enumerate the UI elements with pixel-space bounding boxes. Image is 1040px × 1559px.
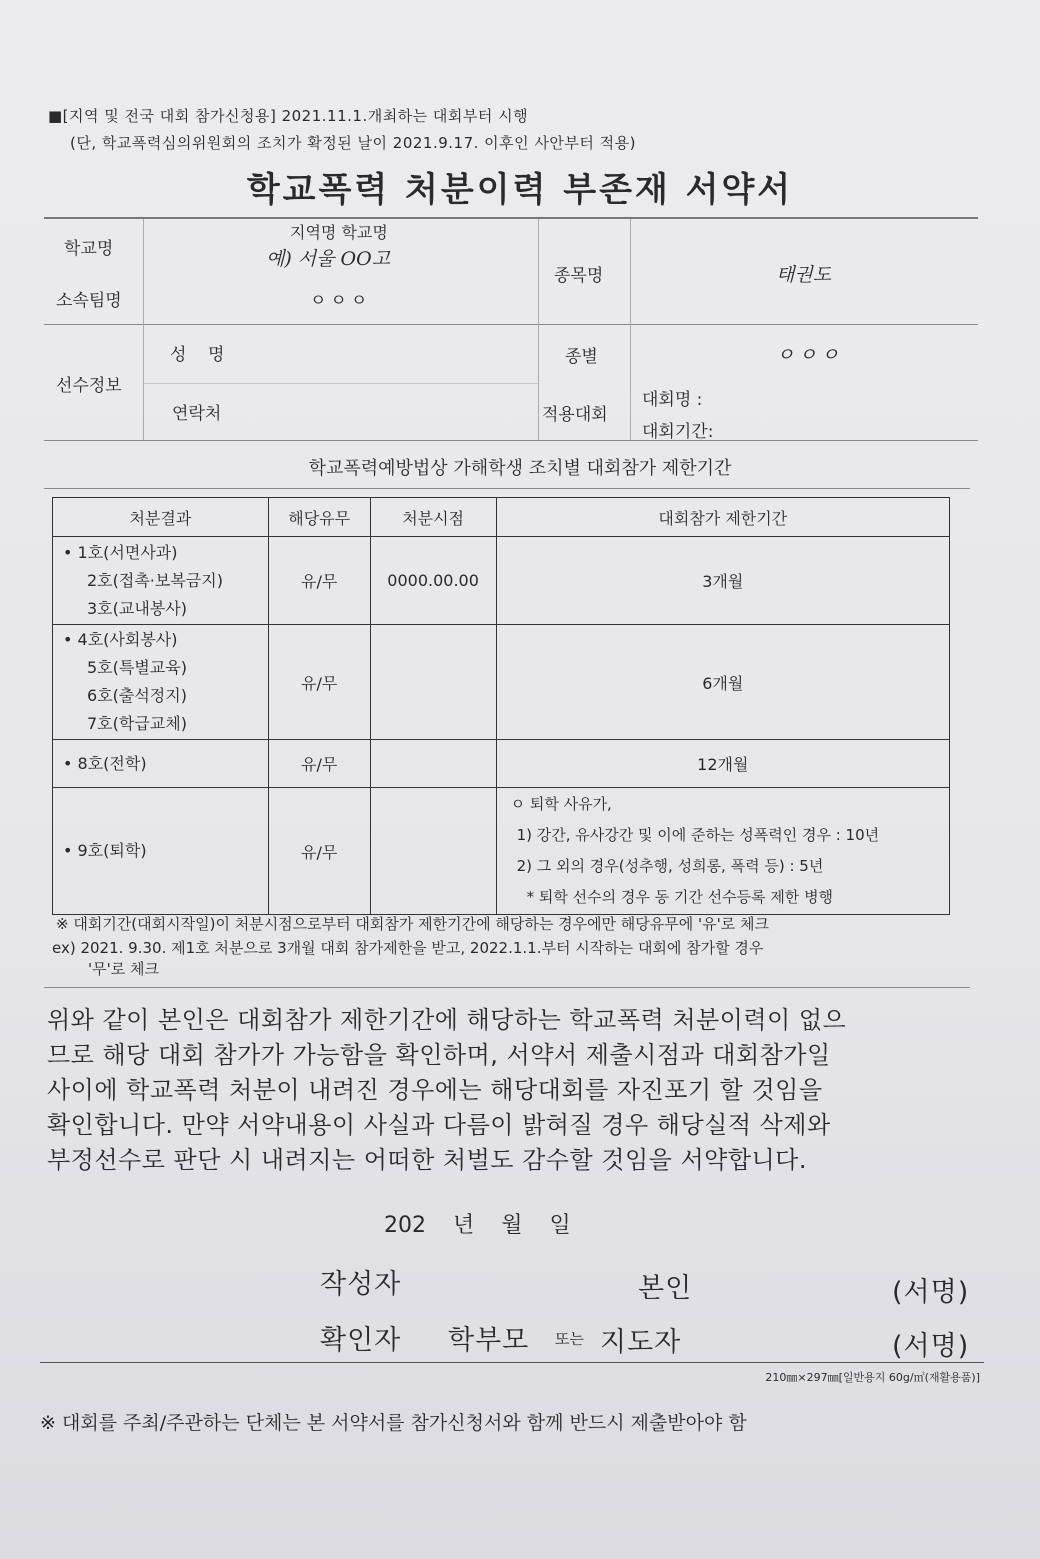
disposition-item: • 9호(퇴학)	[63, 841, 147, 860]
confirmer-sign-field: (서명)	[892, 1331, 970, 1362]
declaration-line: 사이에 학교폭력 처분이 내려진 경우에는 해당대회를 자진포기 할 것임을	[47, 1076, 823, 1104]
disposition-item: 5호(특별교육)	[87, 658, 187, 677]
info-vdiv-1	[143, 219, 144, 440]
bottom-rule	[40, 1362, 984, 1363]
notice-line-2: (단, 학교폭력심의위원회의 조치가 확정된 날이 2021.9.17. 이후인 사안부터 적용)	[70, 134, 636, 152]
period-line: * 퇴학 선수의 경우 동 기간 선수등록 제한 병행	[526, 888, 834, 906]
col-header: 대회참가 제한기간	[496, 498, 949, 537]
note-line-3: '무'로 체크	[88, 960, 159, 978]
notice-line-1: ■[지역 및 전국 대회 참가신청용] 2021.11.1.개최하는 대회부터 시행	[48, 107, 529, 125]
event-label: 적용대회	[542, 405, 608, 425]
table-header-row	[53, 498, 950, 537]
declaration-line: 확인합니다. 만약 서약내용이 사실과 다름이 밝혀질 경우 해당실적 삭제와	[47, 1111, 831, 1139]
confirmer-label: 확인자	[320, 1325, 402, 1356]
declaration-date: 202 년 월 일	[384, 1213, 571, 1238]
contact-label: 연락처	[172, 404, 222, 424]
disposition-cell	[53, 625, 269, 740]
note-line-1: ※ 대회기간(대회시작일)이 처분시점으로부터 대회참가 제한기간에 해당하는 경우에만 해당유무에 '유'로 체크	[56, 915, 769, 933]
team-value: ㅇㅇㅇ	[310, 291, 372, 311]
notes-bottom-rule	[44, 987, 970, 988]
paper-spec: 210㎜×297㎜[일반용지 60g/㎡(재활용품)]	[765, 1371, 980, 1384]
info-rule-2	[44, 324, 978, 325]
page-title: 학교폭력 처분이력 부존재 서약서	[246, 170, 794, 210]
date-cell: 0000.00.00	[370, 537, 496, 625]
date-cell	[370, 788, 496, 915]
declaration-line: 위와 같이 본인은 대회참가 제한기간에 해당하는 학교폭력 처분이력이 없으	[47, 1006, 847, 1034]
applicable-cell: 유/무	[268, 788, 370, 915]
gender-label: 종별	[565, 347, 598, 367]
disposition-item: 6호(출석정지)	[87, 686, 187, 705]
expulsion-period-cell	[496, 788, 949, 915]
name-label: 성 명	[170, 345, 225, 365]
disposition-item: • 1호(서면사과)	[63, 542, 178, 562]
confirmer-parent: 학부모	[448, 1325, 530, 1356]
col-header: 처분시점	[370, 498, 496, 537]
info-vdiv-2	[538, 219, 539, 440]
declaration-text	[47, 1003, 967, 1178]
limits-section-title: 학교폭력예방법상 가해학생 조치별 대회참가 제한기간	[308, 458, 732, 479]
table-row	[53, 625, 950, 740]
sport-value: 태권도	[776, 264, 832, 286]
applicable-cell: 유/무	[268, 625, 370, 740]
period-line: ㅇ 퇴학 사유가,	[510, 795, 612, 813]
col-header: 처분결과	[53, 498, 269, 537]
table-row	[53, 537, 950, 625]
school-sublabel: 지역명 학교명	[290, 223, 388, 242]
declaration-line: 부정선수로 판단 시 내려지는 어떠한 처벌도 감수할 것임을 서약합니다.	[47, 1146, 807, 1174]
disposition-cell	[53, 537, 269, 625]
info-top-rule	[44, 217, 978, 219]
period-line: 1) 강간, 유사강간 및 이에 준하는 성폭력인 경우 : 10년	[516, 826, 880, 844]
period-line: 2) 그 외의 경우(성추행, 성희롱, 폭력 등) : 5년	[516, 857, 824, 875]
event-period-label: 대회기간:	[642, 422, 714, 442]
applicable-cell: 유/무	[268, 740, 370, 788]
event-name-label: 대회명 :	[642, 390, 703, 410]
confirmer-or: 또는	[555, 1330, 584, 1348]
footer-note: ※ 대회를 주최/주관하는 단체는 본 서약서를 참가신청서와 함께 반드시 제출받아야 함	[40, 1412, 747, 1434]
declaration-line: 므로 해당 대회 참가가 가능함을 확인하며, 서약서 제출시점과 대회참가일	[47, 1041, 831, 1069]
disposition-item: • 8호(전학)	[63, 753, 147, 773]
applicable-cell: 유/무	[268, 537, 370, 625]
school-label: 학교명	[64, 239, 114, 259]
school-value: 예) 서울 OO고	[266, 248, 391, 270]
writer-value: 본인	[638, 1273, 693, 1304]
limits-top-rule	[44, 488, 970, 489]
info-vdiv-3	[630, 219, 631, 440]
sport-label: 종목명	[554, 266, 604, 286]
disposition-cell	[53, 788, 269, 915]
table-row	[53, 740, 950, 788]
disposition-item: 2호(접촉·보복금지)	[87, 570, 223, 590]
team-label: 소속팀명	[56, 291, 122, 311]
col-header: 해당유무	[268, 498, 370, 537]
confirmer-coach: 지도자	[600, 1327, 682, 1358]
limits-table	[52, 497, 950, 915]
period-cell: 6개월	[496, 625, 949, 740]
date-cell	[370, 740, 496, 788]
disposition-item: 3호(교내봉사)	[87, 598, 187, 618]
period-cell: 3개월	[496, 537, 949, 625]
gender-value: ㅇㅇㅇ	[776, 344, 844, 366]
note-line-2: ex) 2021. 9.30. 제1호 처분으로 3개월 대회 참가제한을 받고, 2022.1.1.부터 시작하는 대회에 참가할 경우	[52, 939, 764, 957]
table-row	[53, 788, 950, 915]
writer-label: 작성자	[320, 1269, 402, 1300]
disposition-item: 7호(학급교체)	[87, 714, 187, 733]
info-rule-3	[143, 383, 538, 384]
disposition-item: • 4호(사회봉사)	[63, 630, 178, 649]
period-cell: 12개월	[496, 740, 949, 788]
date-cell	[370, 625, 496, 740]
info-rule-4	[44, 440, 978, 441]
player-info-label: 선수정보	[56, 376, 122, 396]
writer-sign-field: (서명)	[892, 1277, 970, 1308]
disposition-cell	[53, 740, 269, 788]
